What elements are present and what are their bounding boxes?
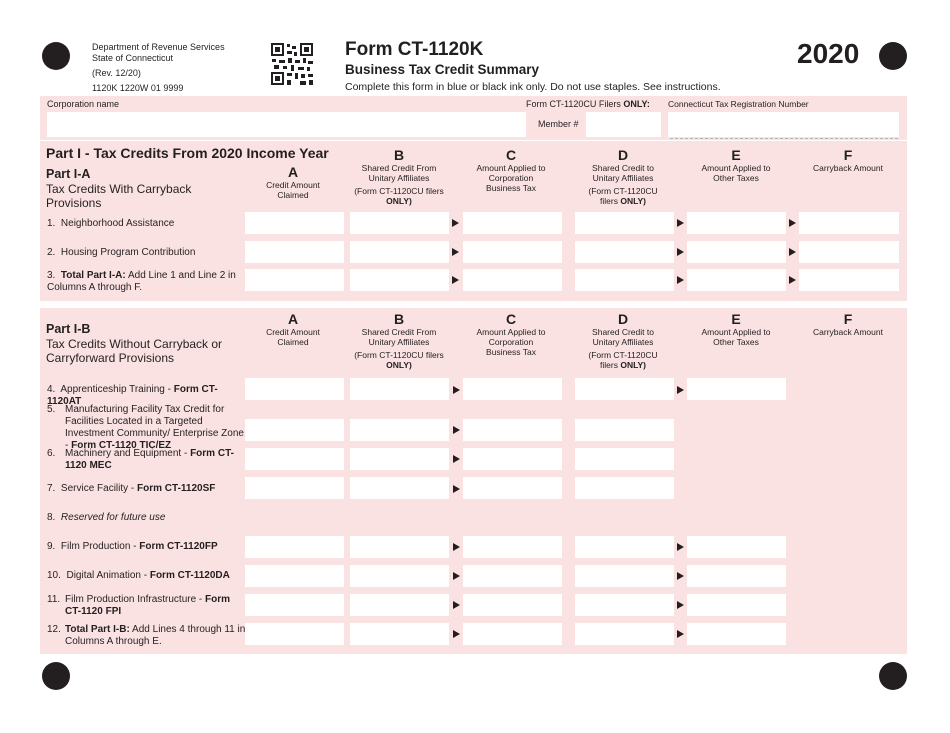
line-6-col-b-input[interactable] — [350, 448, 449, 470]
registration-number-input[interactable] — [668, 112, 899, 137]
line-1-col-c-input[interactable] — [463, 212, 562, 234]
department-name: Department of Revenue Services — [92, 42, 225, 52]
line-3-col-a-input[interactable] — [245, 269, 344, 291]
line-1-arrow-b-icon — [452, 219, 459, 227]
line-10-col-c-input[interactable] — [463, 565, 562, 587]
form-subtitle: Business Tax Credit Summary — [345, 62, 540, 77]
line-2-label: 2. Housing Program Contribution — [47, 247, 196, 258]
part-1b-col-f-header: F Carryback Amount — [813, 311, 883, 337]
tax-year: 2020 — [797, 38, 860, 69]
line-1-label: 1. Neighborhood Assistance — [47, 218, 175, 229]
line-7-label: 7. Service Facility - Form CT-1120SF — [47, 483, 216, 494]
line-5-arrow-b-icon — [453, 426, 460, 434]
revision-date: (Rev. 12/20) — [92, 68, 141, 78]
line-9-arrow-b-icon — [453, 543, 460, 551]
line-5-col-b-input[interactable] — [350, 419, 449, 441]
line-4-arrow-b-icon — [453, 386, 460, 394]
line-12-col-a-input[interactable] — [245, 623, 344, 645]
form-title: Form CT-1120K — [345, 39, 484, 60]
registration-mark-bottom-right — [879, 662, 907, 690]
line-6-label: 6. Machinery and Equipment - Form CT-1120 MEC — [47, 448, 234, 471]
line-6-arrow-b-icon — [453, 455, 460, 463]
line-2-arrow-e-icon — [789, 248, 796, 256]
line-2-col-b-input[interactable] — [350, 241, 449, 263]
line-12-arrow-d-icon — [677, 630, 684, 638]
line-2-col-f-input[interactable] — [799, 241, 899, 263]
line-3-col-b-input[interactable] — [350, 269, 449, 291]
registration-mark-bottom-left — [42, 662, 70, 690]
line-6-col-a-input[interactable] — [245, 448, 344, 470]
line-1-col-d-input[interactable] — [575, 212, 674, 234]
line-7-col-a-input[interactable] — [245, 477, 344, 499]
line-10-label: 10. Digital Animation - Form CT-1120DA — [47, 570, 230, 581]
line-11-col-e-input[interactable] — [687, 594, 786, 616]
part-1b-col-d-header: D Shared Credit to Unitary Affiliates (Form CT-1120CU filers ONLY) — [588, 311, 658, 370]
part-1b-col-c-header: C Amount Applied to Corporation Business Tax — [476, 311, 546, 357]
line-1-col-f-input[interactable] — [799, 212, 899, 234]
line-11-col-d-input[interactable] — [575, 594, 674, 616]
line-10-arrow-d-icon — [677, 572, 684, 580]
line-3-arrow-e-icon — [789, 276, 796, 284]
line-10-col-d-input[interactable] — [575, 565, 674, 587]
line-12-label: 12. Total Part I-B: Add Lines 4 through 11 in Columns A through E. — [47, 624, 246, 647]
part-1a-col-f-header: F Carryback Amount — [813, 147, 883, 173]
registration-number-label: Connecticut Tax Registration Number — [668, 99, 809, 109]
line-12-arrow-b-icon — [453, 630, 460, 638]
line-10-col-e-input[interactable] — [687, 565, 786, 587]
part-1a-col-d-header: D Shared Credit to Unitary Affiliates (Form CT-1120CU filers ONLY) — [588, 147, 658, 206]
part-1a-title: Part I-A — [46, 167, 91, 181]
line-9-arrow-d-icon — [677, 543, 684, 551]
line-12-col-c-input[interactable] — [463, 623, 562, 645]
line-3-col-d-input[interactable] — [575, 269, 674, 291]
part-1a-col-c-header: C Amount Applied to Corporation Business Tax — [476, 147, 546, 193]
part-1-title: Part I - Tax Credits From 2020 Income Year — [46, 145, 329, 161]
line-9-col-e-input[interactable] — [687, 536, 786, 558]
line-7-col-c-input[interactable] — [463, 477, 562, 499]
part-1a-description: Tax Credits With Carryback Provisions — [46, 182, 192, 210]
line-7-col-d-input[interactable] — [575, 477, 674, 499]
part-1a-col-e-header: E Amount Applied to Other Taxes — [701, 147, 771, 183]
member-number-input[interactable] — [586, 112, 661, 137]
line-2-col-d-input[interactable] — [575, 241, 674, 263]
line-12-col-b-input[interactable] — [350, 623, 449, 645]
line-11-col-c-input[interactable] — [463, 594, 562, 616]
line-11-col-b-input[interactable] — [350, 594, 449, 616]
line-11-arrow-b-icon — [453, 601, 460, 609]
line-7-col-b-input[interactable] — [350, 477, 449, 499]
cu-filers-label: Form CT-1120CU Filers ONLY: — [526, 99, 650, 109]
line-4-col-c-input[interactable] — [463, 378, 562, 400]
line-4-col-d-input[interactable] — [575, 378, 674, 400]
line-4-col-e-input[interactable] — [687, 378, 786, 400]
corporation-name-label: Corporation name — [47, 99, 120, 109]
line-5-label: 5. Manufacturing Facility Tax Credit for Facilities Located in a Targeted Investment Community/ Enterprise Zone - Form CT-1120 TIC/EZ — [47, 404, 244, 451]
line-5-col-d-input[interactable] — [575, 419, 674, 441]
line-2-col-a-input[interactable] — [245, 241, 344, 263]
line-4-col-a-input[interactable] — [245, 378, 344, 400]
line-7-arrow-b-icon — [453, 485, 460, 493]
line-6-col-c-input[interactable] — [463, 448, 562, 470]
line-4-arrow-d-icon — [677, 386, 684, 394]
line-12-col-d-input[interactable] — [575, 623, 674, 645]
part-1b-col-e-header: E Amount Applied to Other Taxes — [701, 311, 771, 347]
part-1a-col-a-header: A Credit Amount Claimed — [266, 164, 320, 200]
corporation-name-input[interactable] — [47, 112, 526, 137]
line-1-col-b-input[interactable] — [350, 212, 449, 234]
line-2-arrow-b-icon — [452, 248, 459, 256]
line-5-col-a-input[interactable] — [245, 419, 344, 441]
form-code: 1120K 1220W 01 9999 — [92, 83, 184, 93]
line-1-col-e-input[interactable] — [687, 212, 786, 234]
line-3-arrow-d-icon — [677, 276, 684, 284]
line-9-label: 9. Film Production - Form CT-1120FP — [47, 541, 218, 552]
line-9-col-d-input[interactable] — [575, 536, 674, 558]
registration-number-boxes — [670, 138, 898, 139]
state-name: State of Connecticut — [92, 53, 174, 63]
line-6-col-d-input[interactable] — [575, 448, 674, 470]
line-2-col-c-input[interactable] — [463, 241, 562, 263]
member-number-label: Member # — [538, 119, 579, 129]
part-1b-col-b-header: B Shared Credit From Unitary Affiliates (Form CT-1120CU filers ONLY) — [354, 311, 444, 370]
line-11-arrow-d-icon — [677, 601, 684, 609]
line-2-arrow-d-icon — [677, 248, 684, 256]
line-9-col-c-input[interactable] — [463, 536, 562, 558]
line-5-col-c-input[interactable] — [463, 419, 562, 441]
line-3-col-f-input[interactable] — [799, 269, 899, 291]
line-11-col-a-input[interactable] — [245, 594, 344, 616]
line-3-arrow-b-icon — [452, 276, 459, 284]
line-2-col-e-input[interactable] — [687, 241, 786, 263]
line-9-col-a-input[interactable] — [245, 536, 344, 558]
line-1-arrow-e-icon — [789, 219, 796, 227]
line-1-arrow-d-icon — [677, 219, 684, 227]
form-instructions: Complete this form in blue or black ink only. Do not use staples. See instructions. — [345, 81, 721, 93]
line-9-col-b-input[interactable] — [350, 536, 449, 558]
registration-mark-top-right — [879, 42, 907, 70]
line-4-col-b-input[interactable] — [350, 378, 449, 400]
line-10-col-b-input[interactable] — [350, 565, 449, 587]
line-1-col-a-input[interactable] — [245, 212, 344, 234]
qr-code-icon — [271, 43, 313, 85]
part-1b-col-a-header: A Credit Amount Claimed — [266, 311, 320, 347]
line-11-label: 11. Film Production Infrastructure - Form CT-1120 FPI — [47, 594, 231, 617]
line-10-col-a-input[interactable] — [245, 565, 344, 587]
line-8-label: 8. Reserved for future use — [47, 512, 166, 523]
part-1a-col-b-header: B Shared Credit From Unitary Affiliates (Form CT-1120CU filers ONLY) — [354, 147, 444, 206]
registration-mark-top-left — [42, 42, 70, 70]
line-3-col-e-input[interactable] — [687, 269, 786, 291]
line-4-label: 4. Apprenticeship Training - Form CT-1120AT — [47, 384, 218, 407]
line-3-col-c-input[interactable] — [463, 269, 562, 291]
line-12-col-e-input[interactable] — [687, 623, 786, 645]
part-1b-title: Part I-B — [46, 322, 91, 336]
line-3-label: 3. Total Part I-A: Add Line 1 and Line 2 in Columns A through F. — [47, 270, 236, 293]
line-10-arrow-b-icon — [453, 572, 460, 580]
part-1b-description: Tax Credits Without Carryback or Carryforward Provisions — [46, 337, 223, 365]
